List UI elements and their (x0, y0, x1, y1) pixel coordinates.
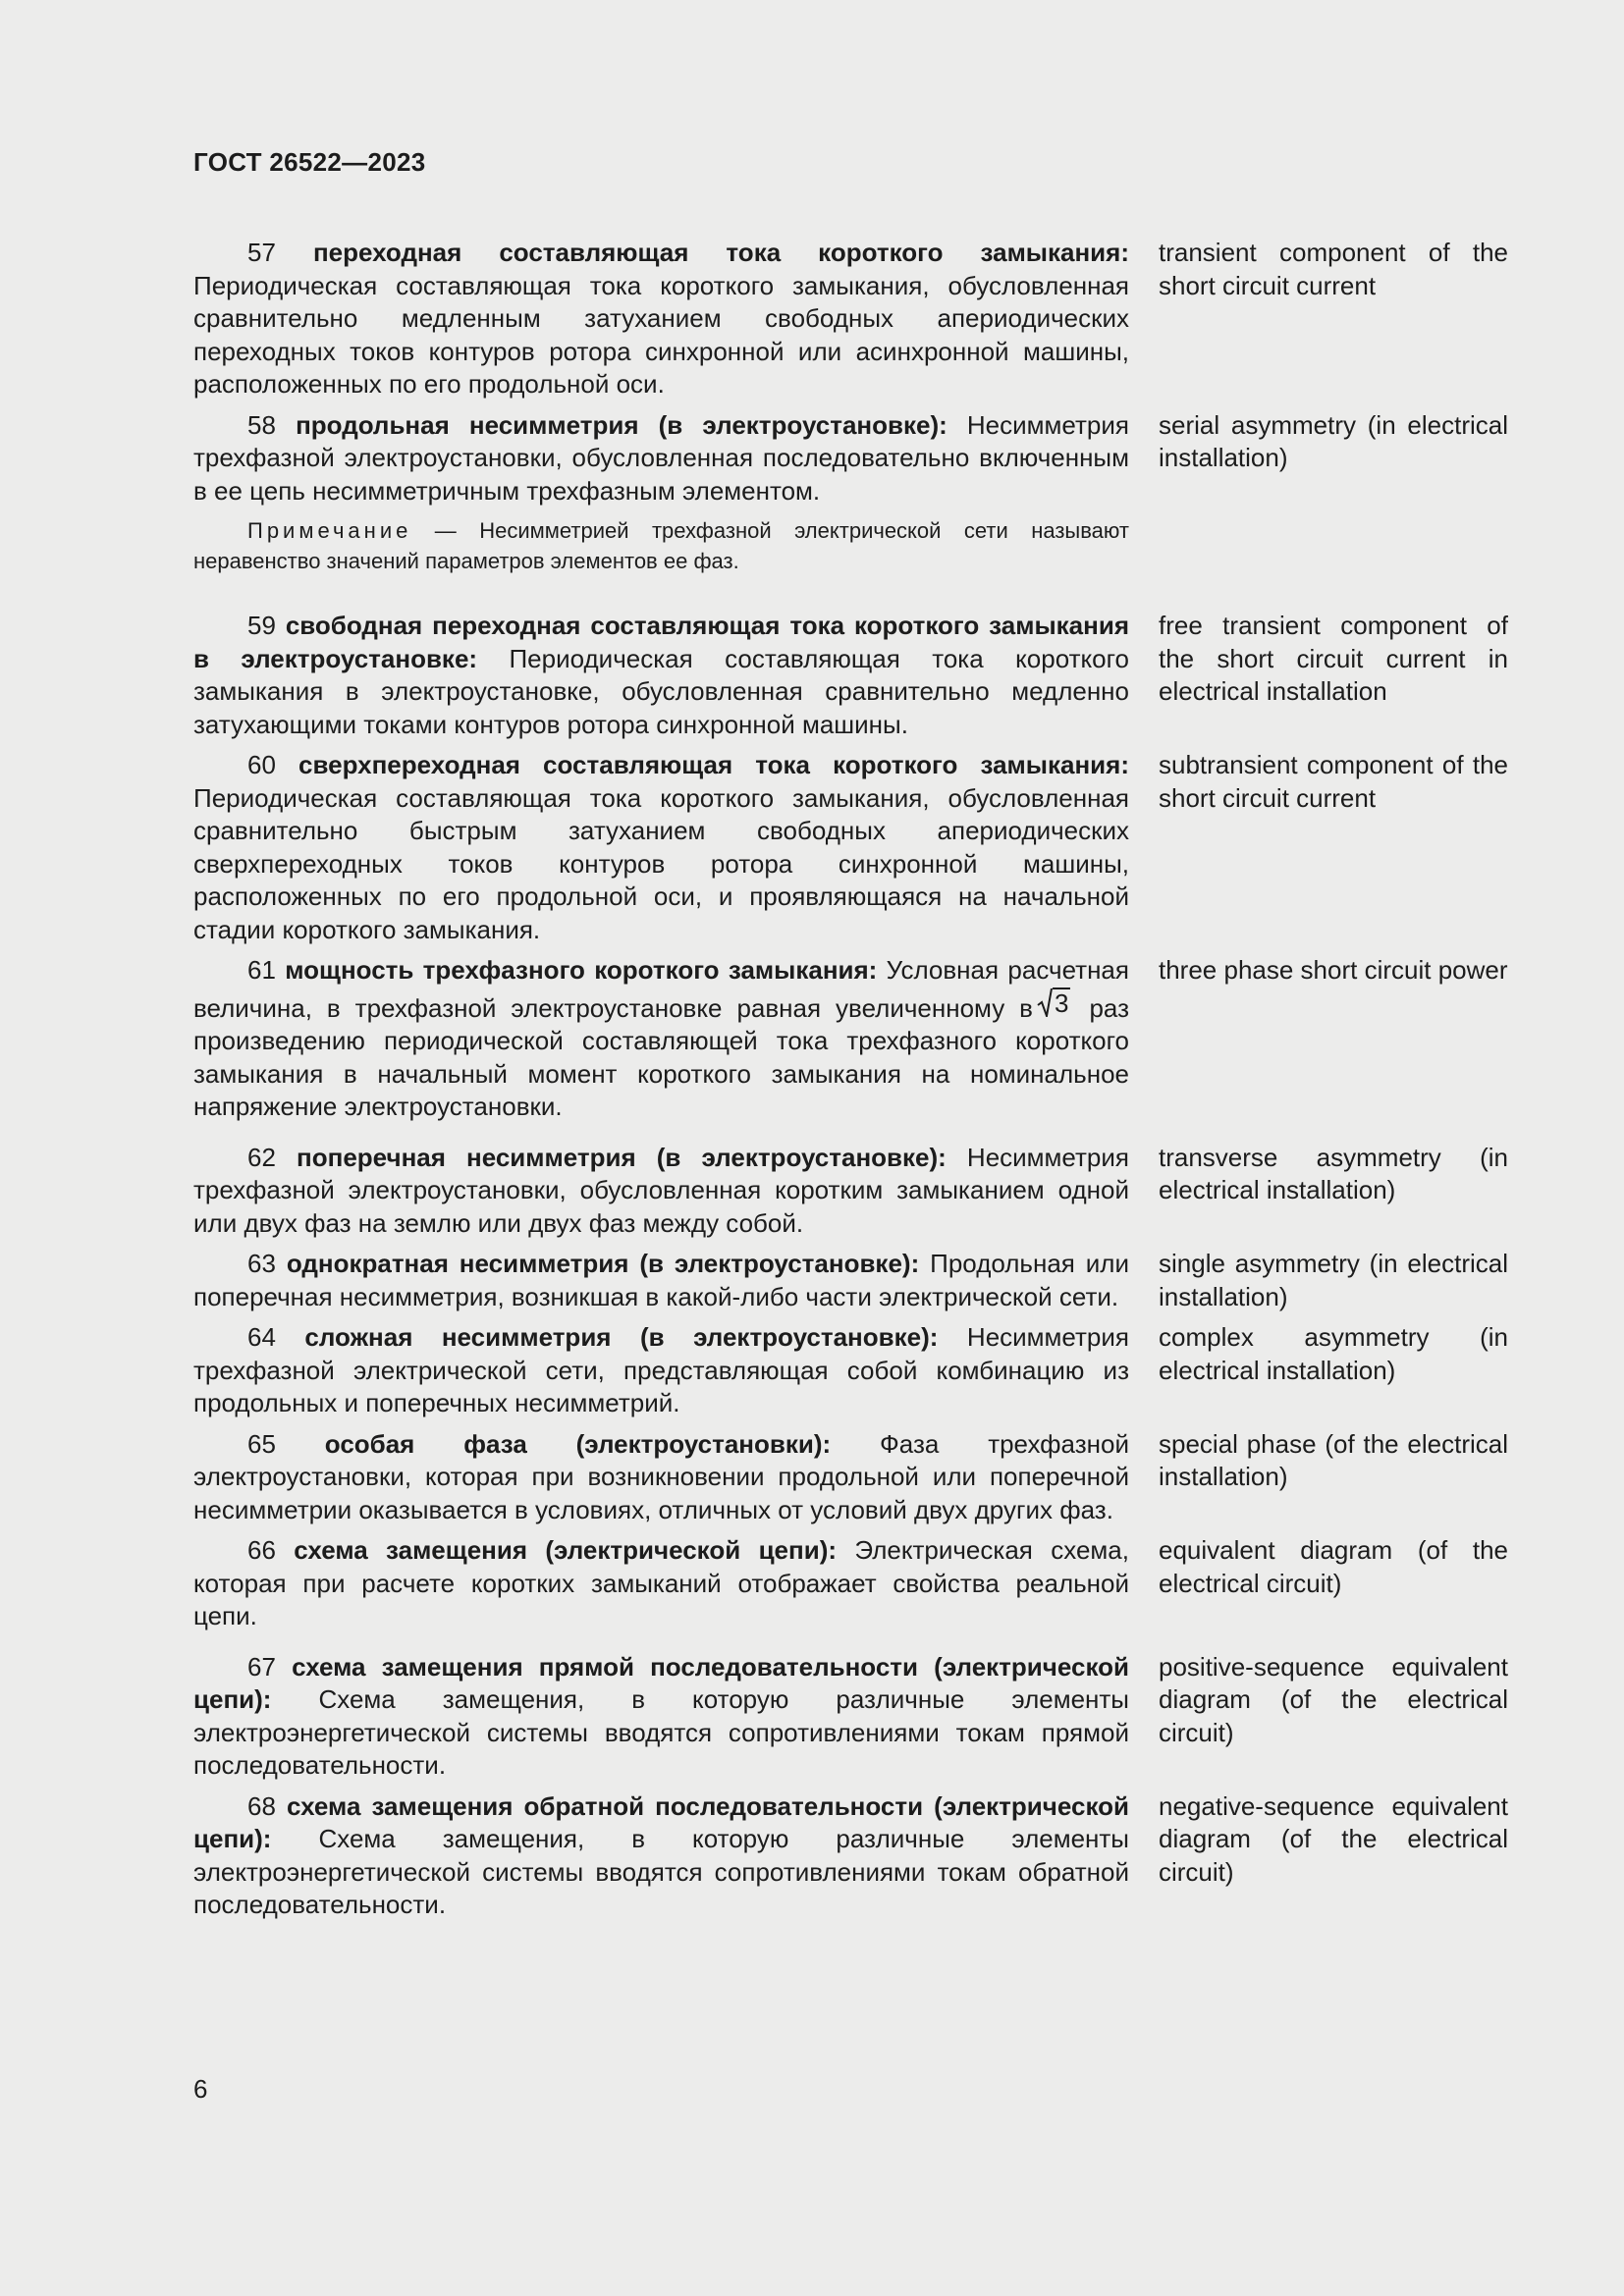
term-title: мощность трехфазного короткого замыкания: (285, 955, 878, 985)
term-entry-62 (193, 1142, 1509, 1241)
term-russian (193, 409, 1129, 508)
term-russian (193, 1651, 1129, 1783)
term-russian (193, 1534, 1129, 1633)
term-english: free transient component of the short circuit current in electrical installation (1159, 611, 1508, 706)
term-definition: Несимметрия трехфазной электроустановки, обусловленная коротким замыканием одной или двух фаз на землю или двух фаз между собой. (193, 1142, 1129, 1238)
term-english: subtransient component of the short circuit current (1159, 750, 1508, 813)
term-entry-64 (193, 1321, 1509, 1420)
term-title: продольная несимметрия (в электроустановке): (296, 409, 947, 440)
term-definition: Схема замещения, в которую различные элементы электроэнергетической системы вводятся сопротивлениями токам обратной последовательности. (193, 1824, 1129, 1919)
term-title: схема замещения обратной последовательности (электрической цепи): (193, 1790, 1129, 1853)
terms-list (193, 237, 1509, 1930)
term-number: 64 (247, 1322, 276, 1352)
term-number: 65 (247, 1428, 276, 1459)
term-english: special phase (of the electrical installation) (1159, 1428, 1508, 1491)
square-root-symbol (1037, 988, 1070, 1017)
term-english: serial asymmetry (in electrical installation) (1159, 409, 1508, 472)
term-title: однократная несимметрия (в электроустановке): (286, 1249, 920, 1278)
term-entry-68 (193, 1790, 1509, 1922)
term-russian (193, 1142, 1129, 1241)
term-definition: Периодическая составляющая тока короткого замыкания, обусловленная сравнительно быстрым затуханием свободных апериодических сверхпереходных токов контуров ротора синхронной машины, расположенных по его продольной оси, и проявляющаяся на начальной стадии короткого замыкания. (193, 782, 1129, 944)
term-definition: Электрическая схема, которая при расчете коротких замыканий отображает свойства реальной цепи. (193, 1535, 1129, 1630)
radical-sign-icon (1037, 988, 1053, 1017)
term-russian (193, 954, 1129, 1124)
term-entry-58 (193, 409, 1509, 508)
term-title: схема замещения (электрической цепи): (294, 1535, 838, 1565)
term-definition: Периодическая составляющая тока короткого замыкания, обусловленная сравнительно медленным затуханием свободных апериодических переходных токов контуров ротора синхронной или асинхронной машины, расположенных по его продольной оси. (193, 270, 1129, 399)
note-text: — Несимметрией трехфазной электрической сети называют неравенство значений параметров элементов ее фаз. (193, 518, 1130, 573)
term-russian (193, 1790, 1129, 1922)
document-header: ГОСТ 26522—2023 (193, 147, 426, 177)
page-number: 6 (193, 2074, 208, 2104)
note-label: Примечание (247, 518, 412, 543)
term-number: 60 (247, 750, 276, 779)
term-number: 61 (247, 955, 276, 985)
term-number: 67 (247, 1651, 276, 1682)
term-definition: Продольная или поперечная несимметрия, возникшая в какой-либо части электрической сети. (193, 1249, 1129, 1311)
term-number: 57 (247, 238, 276, 267)
term-russian (193, 1321, 1129, 1420)
term-english: equivalent diagram (of the electrical circuit) (1159, 1535, 1508, 1598)
term-title: сверхпереходная составляющая тока короткого замыкания: (298, 750, 1129, 779)
term-english: single asymmetry (in electrical installation) (1159, 1249, 1508, 1311)
term-definition: Условная расчетная величина, в трехфазной электроустановке равная увеличенному в (193, 955, 1129, 1023)
term-russian (193, 1428, 1129, 1527)
term-entry-59 (193, 610, 1509, 741)
term-number: 63 (247, 1249, 276, 1278)
term-entry-65 (193, 1428, 1509, 1527)
radicand: 3 (1055, 988, 1069, 1018)
term-definition: Схема замещения, в которую различные элементы электроэнергетической системы вводятся сопротивлениями токам прямой последовательности. (193, 1684, 1129, 1780)
term-definition: Фаза трехфазной электроустановки, которая при возникновении продольной или поперечной несимметрии оказывается в условиях, отличных от условий двух других фаз. (193, 1428, 1129, 1524)
term-english: three phase short circuit power (1159, 955, 1508, 985)
term-title: поперечная несимметрия (в электроустановке): (297, 1142, 947, 1172)
term-number: 66 (247, 1535, 276, 1565)
term-title: свободная переходная составляющая тока короткого замыкания в электроустановке: (193, 611, 1129, 673)
term-entry-60 (193, 749, 1509, 946)
term-definition-continued: раз произведению периодической составляющей тока трехфазного короткого замыкания в начальный момент короткого замыкания на номинальное напряжение электроустановки. (193, 992, 1129, 1121)
term-russian (193, 237, 1129, 401)
term-entry-66 (193, 1534, 1509, 1633)
term-definition: Несимметрия трехфазной электроустановки, обусловленная последовательно включенным в ее цепь несимметричным трехфазным элементом. (193, 409, 1129, 506)
term-english: positive-sequence equivalent diagram (of the electrical circuit) (1159, 1651, 1508, 1747)
term-english: transverse asymmetry (in electrical installation) (1159, 1142, 1508, 1204)
term-title: схема замещения прямой последовательности (электрической цепи): (193, 1651, 1129, 1714)
term-russian (193, 1248, 1129, 1313)
term-number: 68 (247, 1790, 276, 1821)
term-definition: Периодическая составляющая тока короткого замыкания в электроустановке, обусловленная сравнительно медленно затухающими токами контуров ротора синхронной машины. (193, 643, 1129, 739)
term-number: 59 (247, 611, 276, 640)
term-number: 62 (247, 1142, 276, 1172)
term-russian (193, 610, 1129, 741)
term-entry-63 (193, 1248, 1509, 1313)
term-entry-67 (193, 1651, 1509, 1783)
term-title: сложная несимметрия (в электроустановке): (304, 1322, 939, 1352)
term-definition: Несимметрия трехфазной электрической сети, представляющая собой комбинацию из продольных и поперечных несимметрий. (193, 1322, 1129, 1417)
term-english: complex asymmetry (in electrical installation) (1159, 1322, 1508, 1385)
term-entry-57 (193, 237, 1509, 401)
term-entry-61 (193, 954, 1509, 1124)
term-english: negative-sequence equivalent diagram (of the electrical circuit) (1159, 1790, 1508, 1887)
term-english: transient component of the short circuit current (1159, 238, 1508, 300)
term-title: переходная составляющая тока короткого замыкания: (312, 238, 1129, 267)
term-russian (193, 749, 1129, 946)
term-number: 58 (247, 409, 276, 440)
note (193, 515, 1129, 576)
term-title: особая фаза (электроустановки): (324, 1428, 832, 1459)
